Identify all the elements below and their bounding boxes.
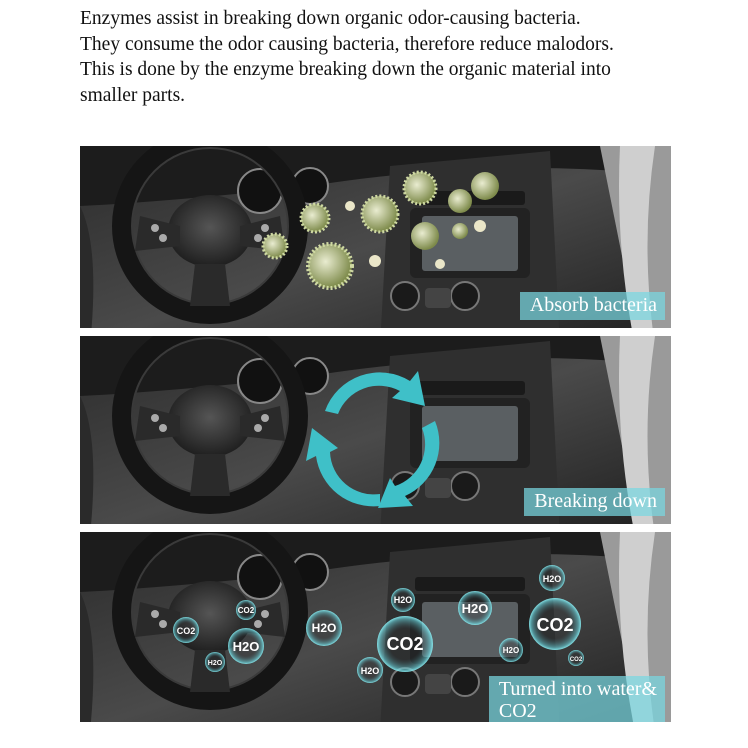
caption-line: Turned into water& [498, 678, 657, 700]
caption-breaking-down: Breaking down [524, 488, 665, 516]
svg-text:CO2: CO2 [237, 606, 255, 615]
co2-bubble [236, 600, 256, 620]
intro-line: Enzymes assist in breaking down organic odor-causing bacteria. [80, 8, 581, 29]
svg-text:H2O: H2O [461, 601, 489, 616]
svg-text:CO2: CO2 [569, 657, 583, 663]
co2-bubble [173, 617, 199, 643]
svg-text:CO2: CO2 [176, 626, 196, 636]
svg-text:CO2: CO2 [386, 634, 424, 654]
caption-line: CO2 [498, 700, 537, 722]
svg-text:H2O: H2O [207, 660, 223, 667]
svg-text:H2O: H2O [393, 595, 413, 605]
svg-text:CO2: CO2 [536, 615, 574, 635]
h2o-bubble [391, 588, 415, 612]
h2o-bubble [357, 657, 383, 683]
intro-line: This is done by the enzyme breaking down the organic material into [80, 59, 611, 80]
svg-text:H2O: H2O [360, 666, 380, 676]
co2-bubble [377, 616, 433, 672]
co2-bubble [568, 650, 584, 666]
h2o-bubble [499, 638, 523, 662]
svg-text:H2O: H2O [232, 639, 260, 654]
h2o-bubble [306, 610, 342, 646]
caption-absorb-bacteria: Absorb bacteria [520, 292, 665, 320]
svg-text:H2O: H2O [502, 646, 520, 655]
svg-text:H2O: H2O [542, 574, 562, 584]
h2o-bubble [228, 628, 264, 664]
panel-absorb-bacteria [80, 146, 671, 328]
panel-turned-into-water-co2 [80, 532, 671, 722]
h2o-bubble [458, 591, 492, 625]
panel-breaking-down [80, 336, 671, 524]
svg-text:H2O: H2O [311, 621, 337, 635]
intro-line: smaller parts. [80, 84, 186, 106]
intro-paragraph [80, 6, 720, 108]
h2o-bubble [539, 565, 565, 591]
co2-bubble [529, 598, 581, 650]
caption-turned-into-water-co2 [489, 676, 665, 722]
h2o-bubble [205, 652, 225, 672]
intro-line: They consume the odor causing bacteria, therefore reduce malodors. [80, 33, 614, 55]
